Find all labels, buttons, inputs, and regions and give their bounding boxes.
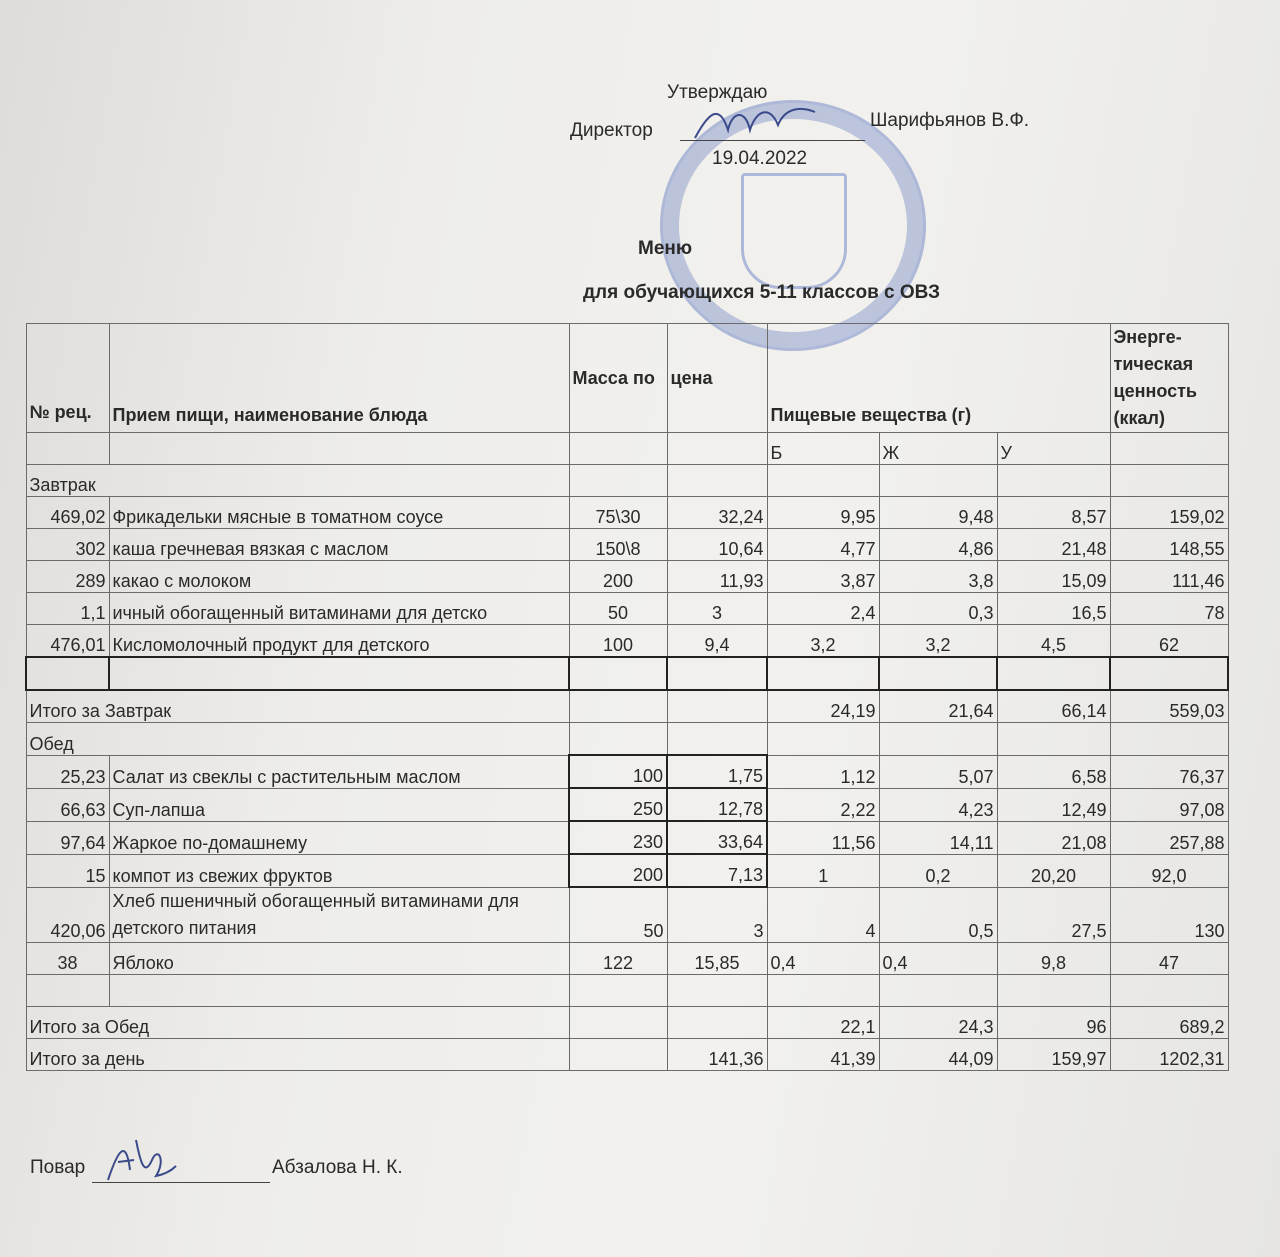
- subheader-protein: Б: [767, 433, 879, 465]
- table-row: 469,02 Фрикадельки мясные в томатном соусе 75\30 32,24 9,95 9,48 8,57 159,02: [26, 497, 1228, 529]
- cook-name: Абзалова Н. К.: [272, 1157, 403, 1178]
- table-row: 1,1 ичный обогащенный витаминами для детско 50 3 2,4 0,3 16,5 78: [26, 593, 1228, 625]
- table-subheader-row: [26, 433, 1228, 465]
- table-row: 302 каша гречневая вязкая с маслом 150\8 10,64 4,77 4,86 21,48 148,55: [26, 529, 1228, 561]
- header-nutrients: Пищевые вещества (г): [767, 324, 1110, 433]
- page-title: Меню: [638, 238, 693, 259]
- header-meal-name: Прием пищи, наименование блюда: [109, 324, 569, 433]
- table-row: 38 Яблоко 122 15,85 0,4 0,4 9,8 47: [26, 942, 1228, 974]
- page-subtitle: для обучающихся 5-11 классов с ОВЗ: [583, 282, 941, 303]
- table-row: 66,63 Суп-лапша 250 12,78 2,22 4,23 12,49 97,08: [26, 788, 1228, 821]
- cook-label: Повар: [30, 1157, 86, 1178]
- header-mass: Масса по: [569, 324, 667, 433]
- menu-table: [25, 323, 1229, 1071]
- table-row: 420,06 Хлеб пшеничный обогащенный витаминами для детского питания 50 3 4 0,5 27,5 130: [26, 887, 1228, 942]
- table-row: 476,01 Кисломолочный продукт для детского 100 9,4 3,2 3,2 4,5 62: [26, 625, 1228, 658]
- director-name: Шарифьянов В.Ф.: [870, 110, 1030, 131]
- header-price: цена: [667, 324, 767, 433]
- empty-row: [26, 657, 1228, 690]
- director-label: Директор: [570, 120, 653, 141]
- table-header-row: [26, 324, 1228, 433]
- table-row: 97,64 Жаркое по-домашнему 230 33,64 11,56 14,11 21,08 257,88: [26, 821, 1228, 854]
- day-total-row: Итого за день 141,36 41,39 44,09 159,97 1202,31: [26, 1038, 1228, 1070]
- approval-date: 19.04.2022: [712, 148, 808, 169]
- table-row: 25,23 Салат из свеклы с растительным маслом 100 1,75 1,12 5,07 6,58 76,37: [26, 755, 1228, 788]
- section-breakfast: Завтрак: [26, 465, 569, 497]
- lunch-total-row: Итого за Обед 22,1 24,3 96 689,2: [26, 1006, 1228, 1038]
- subheader-carbs: У: [997, 433, 1110, 465]
- empty-row: [26, 974, 1228, 1006]
- approve-label: Утверждаю: [667, 82, 768, 103]
- breakfast-total-row: Итого за Завтрак 24,19 21,64 66,14 559,03: [26, 690, 1228, 723]
- section-row: [26, 465, 1228, 497]
- subheader-fat: Ж: [879, 433, 997, 465]
- section-lunch: Обед: [26, 723, 569, 756]
- section-row: [26, 723, 1228, 756]
- director-signature-line: [680, 140, 865, 141]
- table-row: 289 какао с молоком 200 11,93 3,87 3,8 15,09 111,46: [26, 561, 1228, 593]
- table-row: 15 компот из свежих фруктов 200 7,13 1 0,2 20,20 92,0: [26, 854, 1228, 887]
- header-energy: Энерге-тическая ценность (ккал): [1110, 324, 1228, 433]
- header-recipe-number: № рец.: [26, 324, 109, 433]
- cook-signature-line: [92, 1182, 270, 1183]
